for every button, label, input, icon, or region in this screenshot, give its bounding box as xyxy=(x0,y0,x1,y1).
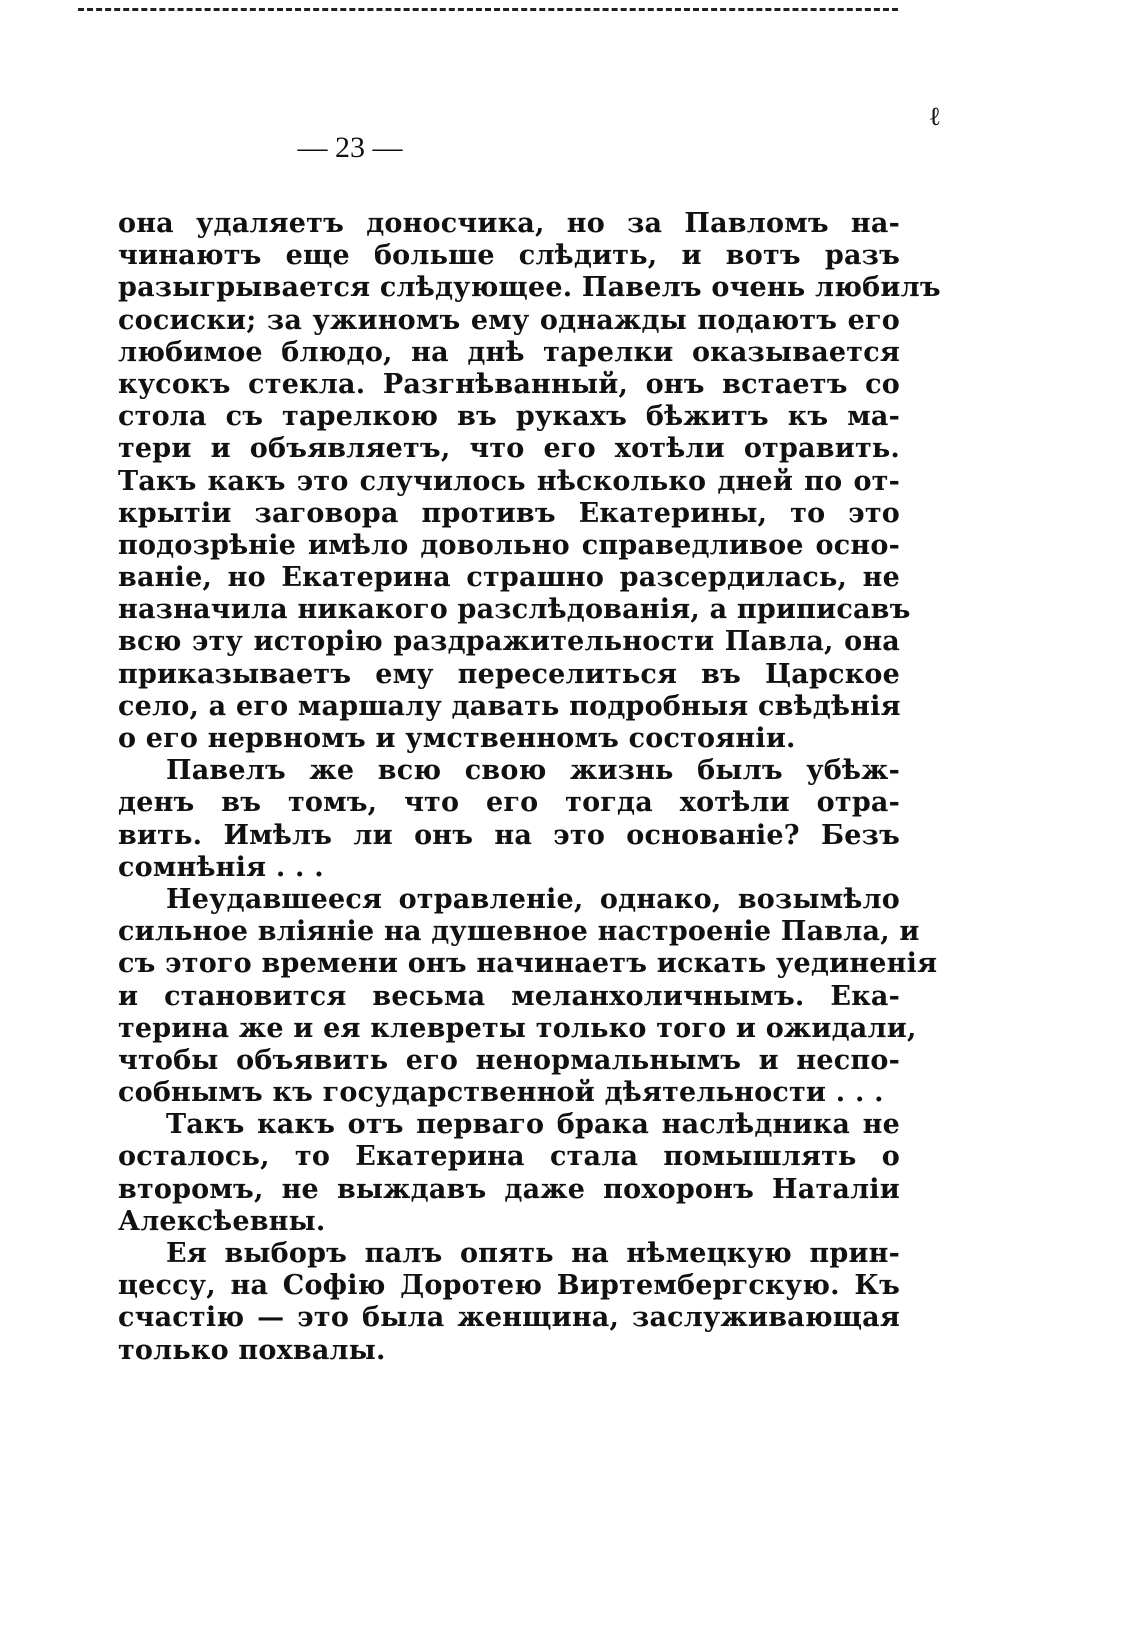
text-line: и становится весьма меланхоличнымъ. Ека- xyxy=(118,980,900,1012)
text-line: счастію — это была женщина, заслуживающая xyxy=(118,1302,900,1334)
text-line: Алексѣевны. xyxy=(118,1205,326,1237)
text-line: приказываетъ ему переселиться въ Царское xyxy=(118,658,900,690)
text-line: она удаляетъ доносчика, но за Павломъ на- xyxy=(118,208,900,239)
text-line: второмъ, не выждавъ даже похоронъ Наталіи xyxy=(118,1173,900,1205)
margin-mark: ℓ xyxy=(930,102,940,132)
text-line: собнымъ къ государственной дѣятельности . . . xyxy=(118,1077,884,1109)
text-line: разыгрывается слѣдующее. Павелъ очень любилъ xyxy=(118,272,941,304)
text-line: чтобы объявить его ненормальнымъ и неспо- xyxy=(118,1044,900,1076)
page-number: — 23 — xyxy=(297,131,403,164)
text-line: Такъ какъ это случилось нѣсколько дней по от- xyxy=(118,465,900,497)
text-line: съ этого времени онъ начинаетъ искать уединенія xyxy=(118,948,938,980)
text-line: осталось, то Екатерина стала помышлять о xyxy=(118,1141,900,1173)
text-line: всю эту исторію раздражительности Павла, она xyxy=(118,626,900,658)
top-rule xyxy=(78,8,898,11)
paragraph xyxy=(118,755,900,884)
text-line: крытіи заговора противъ Екатерины, то это xyxy=(118,497,900,529)
text-line: любимое блюдо, на днѣ тарелки оказывается xyxy=(118,336,900,368)
text-line: Ея выборъ палъ опять на нѣмецкую прин- xyxy=(166,1238,900,1269)
text-line: подозрѣніе имѣло довольно справедливое осно- xyxy=(118,529,900,561)
text-line: чинаютъ еще больше слѣдить, и вотъ разъ xyxy=(118,240,900,272)
paragraph xyxy=(118,883,938,1109)
text-line: денъ въ томъ, что его тогда хотѣли отра- xyxy=(118,787,900,819)
text-line: терина же и ея клевреты только того и ожидали, xyxy=(118,1012,917,1044)
text-line: вить. Имѣлъ ли онъ на это основаніе? Безъ xyxy=(118,819,900,851)
text-line: назначила никакого разслѣдованія, а приписавъ xyxy=(118,594,911,626)
paragraph xyxy=(118,1109,900,1238)
text-line: сосиски; за ужиномъ ему однажды подаютъ его xyxy=(118,304,900,336)
paragraph xyxy=(118,1238,900,1367)
text-line: стола съ тарелкою въ рукахъ бѣжитъ къ ма- xyxy=(118,401,900,433)
text-line: Такъ какъ отъ перваго брака наслѣдника не xyxy=(166,1109,900,1141)
text-line: сильное вліяніе на душевное настроеніе Павла, и xyxy=(118,916,920,948)
text-line: кусокъ стекла. Разгнѣванный, онъ встаетъ со xyxy=(118,368,900,400)
text-line: ваніе, но Екатерина страшно разсердилась, не xyxy=(118,562,900,594)
text-line: Павелъ же всю свою жизнь былъ убѣж- xyxy=(166,755,900,787)
body-text xyxy=(118,208,941,1367)
text-line: сомнѣнія . . . xyxy=(118,851,324,883)
text-line: цессу, на Софію Доротею Виртембергскую. Къ xyxy=(118,1270,900,1302)
text-line: о его нервномъ и умственномъ состояніи. xyxy=(118,723,796,754)
text-line: тери и объявляетъ, что его хотѣли отравить. xyxy=(118,433,900,465)
paragraph xyxy=(118,208,941,755)
text-line: Неудавшееся отравленіе, однако, возымѣло xyxy=(166,883,900,915)
text-line: село, а его маршалу давать подробныя свѣдѣнія xyxy=(118,690,901,722)
text-line: только похвалы. xyxy=(118,1334,386,1366)
